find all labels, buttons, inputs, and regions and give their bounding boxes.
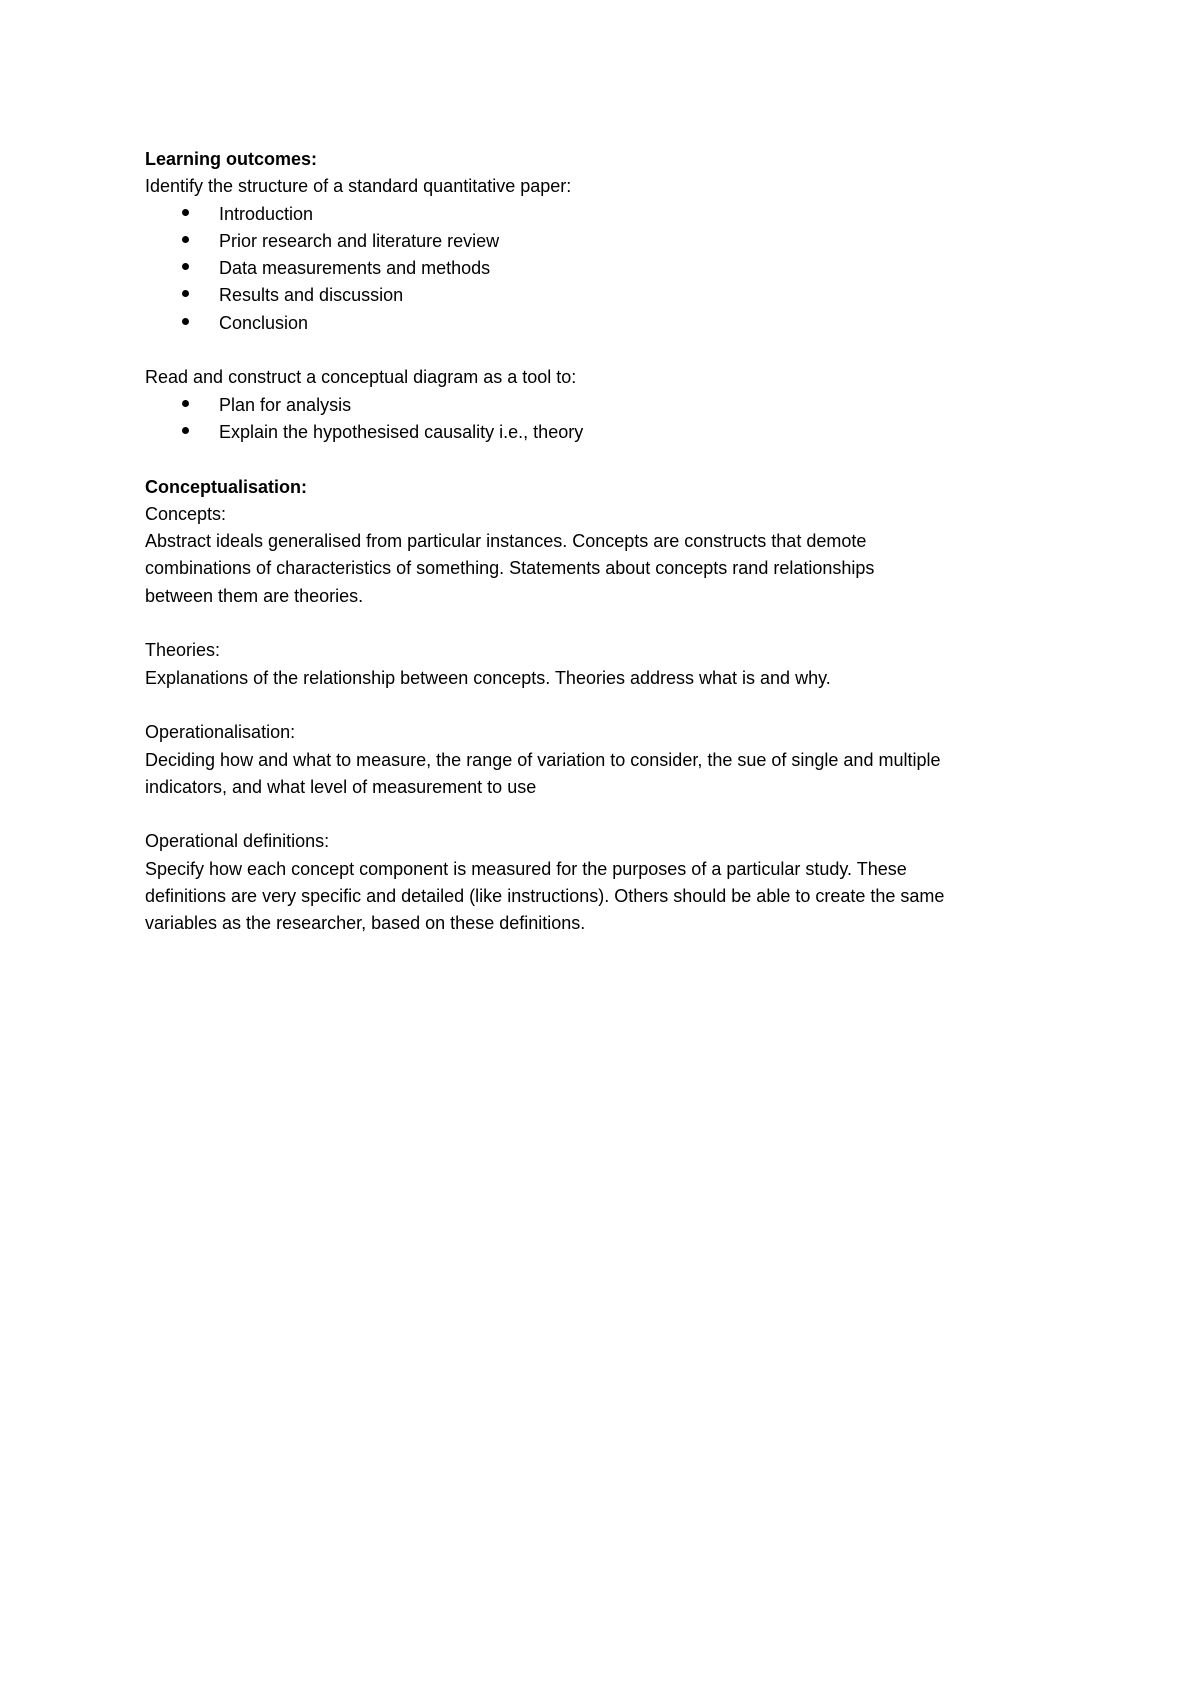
list-item-text: Prior research and literature review <box>219 230 500 251</box>
concepts-text-line: combinations of characteristics of something. Statements about concepts rand relationships <box>145 558 875 579</box>
bullet-icon <box>182 236 189 243</box>
spacer <box>145 446 1075 473</box>
list-item <box>145 228 1075 255</box>
spacer <box>145 337 1075 364</box>
list-item-text: Plan for analysis <box>219 394 352 415</box>
structure-intro: Identify the structure of a standard quantitative paper: <box>145 176 572 197</box>
list-item-text: Conclusion <box>219 312 309 333</box>
operationalisation-text-line: indicators, and what level of measurement to use <box>145 776 537 797</box>
bullet-icon <box>182 209 189 216</box>
list-item-text: Explain the hypothesised causality i.e., theory <box>219 421 584 442</box>
concepts-label: Concepts: <box>145 503 227 524</box>
bullet-icon <box>182 400 189 407</box>
list-item-text: Results and discussion <box>219 285 404 306</box>
bullet-icon <box>182 290 189 297</box>
operational-definitions-text-line: definitions are very specific and detailed (like instructions). Others should be able to create the same <box>145 886 945 907</box>
structure-list <box>145 201 1075 337</box>
operational-definitions-label: Operational definitions: <box>145 831 330 852</box>
spacer <box>145 610 1075 637</box>
list-item <box>145 392 1075 419</box>
list-item <box>145 310 1075 337</box>
diagram-list <box>145 392 1075 447</box>
diagram-intro: Read and construct a conceptual diagram as a tool to: <box>145 367 577 388</box>
spacer <box>145 692 1075 719</box>
list-item <box>145 419 1075 446</box>
operationalisation-text-line: Deciding how and what to measure, the range of variation to consider, the sue of single and multiple <box>145 749 941 770</box>
conceptualisation-heading: Conceptualisation: <box>145 476 308 497</box>
bullet-icon <box>182 318 189 325</box>
document-body <box>145 146 1075 938</box>
learning-outcomes-heading: Learning outcomes: <box>145 149 318 169</box>
operational-definitions-text-line: variables as the researcher, based on these definitions. <box>145 913 586 934</box>
operationalisation-label: Operationalisation: <box>145 722 296 743</box>
list-item-text: Data measurements and methods <box>219 258 491 279</box>
bullet-icon <box>182 427 189 434</box>
theories-label: Theories: <box>145 640 221 661</box>
concepts-text-line: Abstract ideals generalised from particular instances. Concepts are constructs that demote <box>145 531 867 552</box>
operational-definitions-text-line: Specify how each concept component is measured for the purposes of a particular study. These <box>145 858 907 879</box>
list-item-text: Introduction <box>219 203 314 224</box>
concepts-text-line: between them are theories. <box>145 585 364 606</box>
spacer <box>145 801 1075 828</box>
theories-text: Explanations of the relationship between concepts. Theories address what is and why. <box>145 667 831 688</box>
list-item <box>145 255 1075 282</box>
bullet-icon <box>182 263 189 270</box>
list-item <box>145 282 1075 309</box>
list-item <box>145 201 1075 228</box>
